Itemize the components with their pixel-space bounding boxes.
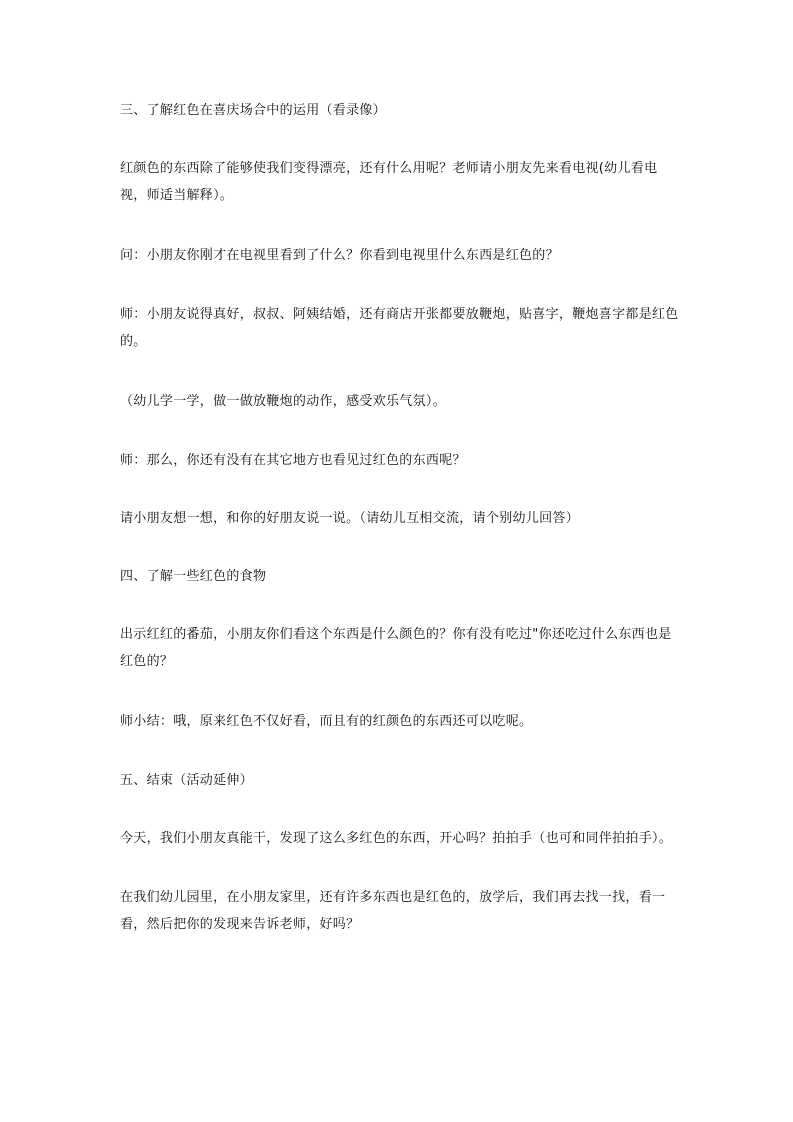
paragraph-after-school: 在我们幼儿园里，在小朋友家里，还有许多东西也是红色的，放学后，我们再去找一找，看一看，然后把你的发现来告诉老师，好吗？ bbox=[120, 890, 666, 932]
paragraph-teacher-summary: 师小结：哦，原来红色不仅好看，而且有的红颜色的东西还可以吃呢。 bbox=[120, 714, 533, 729]
paragraph-teacher-firecracker: 师：小朋友说得真好，叔叔、阿姨结婚，还有商店开张都要放鞭炮，贴喜字，鞭炮喜字都是红色的。 bbox=[120, 307, 679, 349]
paragraph-think-discuss: 请小朋友想一想，和你的好朋友说一说。（请幼儿互相交流，请个别幼儿回答） bbox=[120, 511, 580, 526]
paragraph-today: 今天，我们小朋友真能干，发现了这么多红色的东西，开心吗？拍拍手（也可和同伴拍拍手）。 bbox=[120, 831, 673, 846]
paragraph-teacher-other-places: 师：那么，你还有没有在其它地方也看见过红色的东西呢？ bbox=[120, 453, 466, 468]
paragraph-children-act: （幼儿学一学，做一做放鞭炮的动作，感受欢乐气氛）。 bbox=[120, 394, 447, 409]
section4-heading: 四、了解一些红色的食物 bbox=[120, 569, 267, 584]
paragraph-ask-tv: 问：小朋友你刚才在电视里看到了什么？你看到电视里什么东西是红色的？ bbox=[120, 248, 559, 263]
paragraph-tomato: 出示红红的番茄，小朋友你们看这个东西是什么颜色的？你有没有吃过"你还吃过什么东西也是红色的？ bbox=[120, 627, 672, 669]
paragraph-red-use-question: 红颜色的东西除了能够使我们变得漂亮，还有什么用呢？老师请小朋友先来看电视(幼儿看电视，师适当解释）。 bbox=[120, 161, 658, 203]
section5-heading: 五、结束（活动延伸） bbox=[120, 773, 254, 788]
section3-heading: 三、了解红色在喜庆场合中的运用（看录像） bbox=[120, 103, 387, 118]
